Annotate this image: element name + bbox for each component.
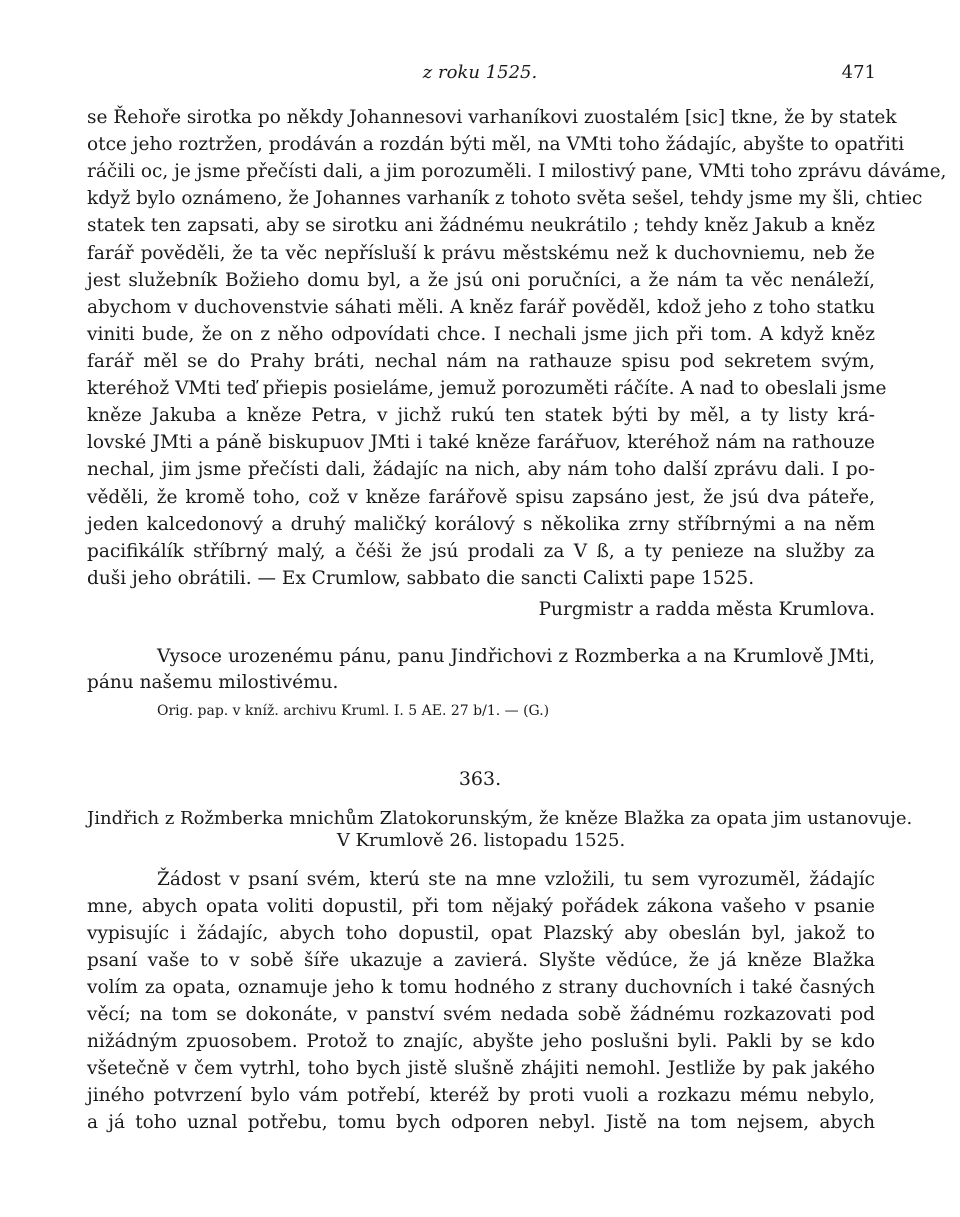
text-line: otce jeho roztržen, prodáván a rozdán býti měl, na VMti toho žádajíc, abyšte to opatřiti <box>87 134 905 155</box>
text-line: vypisujíc i žádajíc, abych toho dopustil, opat Plazský aby obeslán byl, jakož to <box>87 923 875 944</box>
text-line: věcí; na tom se dokonáte, v panství svém nedada sobě žádnému rozkazovati pod <box>87 1004 875 1025</box>
text-line: se Řehoře sirotka po někdy Johannesovi varhaníkovi zuostalém [sic] tkne, že by statek <box>87 107 897 128</box>
text-line: duši jeho obrátili. — Ex Crumlow, sabbato die sancti Calixti pape 1525. <box>87 568 755 589</box>
text-line: lovské JMti a páně biskupuov JMti i také kněze farářuov, kteréhož nám na rathouze <box>87 432 875 453</box>
text-line: pacifikálík stříbrný malý, a čéši že jsú prodali za V ß, a ty penieze na služby za <box>87 541 875 562</box>
regest <box>87 808 913 852</box>
address-line: Vysoce urozenému pánu, panu Jindřichovi z Rozmberka a na Krumlově JMti, <box>157 646 875 667</box>
source-note: Orig. pap. v kníž. archivu Kruml. I. 5 AE. 27 b/1. — (G.) <box>157 703 550 719</box>
text-line: když bylo oznámeno, že Johannes varhaník z tohoto světa sešel, tehdy jsme my šli, chtiec <box>87 188 923 209</box>
text-line: ráčili oc, je jsme přečísti dali, a jim porozuměli. I milostivý pane, VMti toho zprávu dáváme, <box>87 161 947 182</box>
text-line: statek ten zapsati, aby se sirotku ani žádnému neukrátilo ; tehdy kněz Jakub a kněz <box>87 215 875 236</box>
text-line: nechal, jim jsme přečísti dali, žádajíc na nich, aby nám toho další zprávu dali. I po- <box>87 459 875 480</box>
text-line: psaní vaše to v sobě šíře ukazuje a zavierá. Slyšte vědúce, že já kněze Blažka <box>87 950 875 971</box>
text-line: abychom v duchovenstvie sáhati měli. A kněz farář pověděl, kdož jeho z toho statku <box>87 297 875 318</box>
text-line: všetečně v čem vytrhl, toho bych jistě slušně zhájiti nemohl. Jestliže by pak jakého <box>87 1058 875 1079</box>
text-line: Žádost v psaní svém, kterú ste na mne vzložili, tu sem vyrozuměl, žádajíc <box>157 869 875 890</box>
document-number: 363. <box>458 768 502 790</box>
text-line: kněze Jakuba a kněze Petra, v jichž rukú ten statek býti by měl, a ty listy krá- <box>87 405 875 426</box>
text-line: kteréhož VMti teď přiepis posieláme, jemuž porozuměti ráčíte. A nad to obeslali jsme <box>87 378 887 399</box>
address-line: pánu našemu milostivému. <box>87 672 339 693</box>
running-title: z roku 1525. <box>422 62 538 83</box>
text-line: volím za opata, oznamuje jeho k tomu hodného z strany duchovních i také časných <box>87 977 875 998</box>
text-line: a já toho uznal potřebu, tomu bych odporen nebyl. Jistě na tom nejsem, abych <box>87 1112 875 1133</box>
regest-line: Jindřich z Rožmberka mnichům Zlatokorunským, že kněze Blažka za opata jim ustanovuje. <box>87 808 913 829</box>
page-number: 471 <box>841 62 876 83</box>
text-line: farář pověděli, že ta věc nepřísluší k právu městskému než k duchovniemu, neb že <box>87 243 875 264</box>
text-line: jiného potvrzení bylo vám potřebí, kteréž by proti vuoli a rozkazu mému nebylo, <box>87 1085 875 1106</box>
text-line: jest služebník Božieho domu byl, a že jsú oni poručníci, a že nám ta věc nenáleží, <box>87 270 875 291</box>
text-line: jeden kalcedonový a druhý maličký korálový s několika zrny stříbrnými a na něm <box>87 514 875 535</box>
text-line: mne, abych opata voliti dopustil, při tom nějaký pořádek zákona vašeho v psanie <box>87 896 875 917</box>
text-line: viniti bude, že on z něho odpovídati chce. I nechali jsme jich při tom. A když kněz <box>87 324 875 345</box>
regest-date: V Krumlově 26. listopadu 1525. <box>336 830 626 851</box>
text-line: nižádným zpuosobem. Protož to znajíc, abyšte jeho poslušni byli. Pakli by se kdo <box>87 1031 875 1052</box>
signature: Purgmistr a radda města Krumlova. <box>538 599 875 620</box>
text-line: věděli, že kromě toho, což v kněze farářově spisu zapsáno jest, že jsú dva páteře, <box>87 487 875 508</box>
text-line: farář měl se do Prahy bráti, nechal nám na rathauze spisu pod sekretem svým, <box>87 351 875 372</box>
